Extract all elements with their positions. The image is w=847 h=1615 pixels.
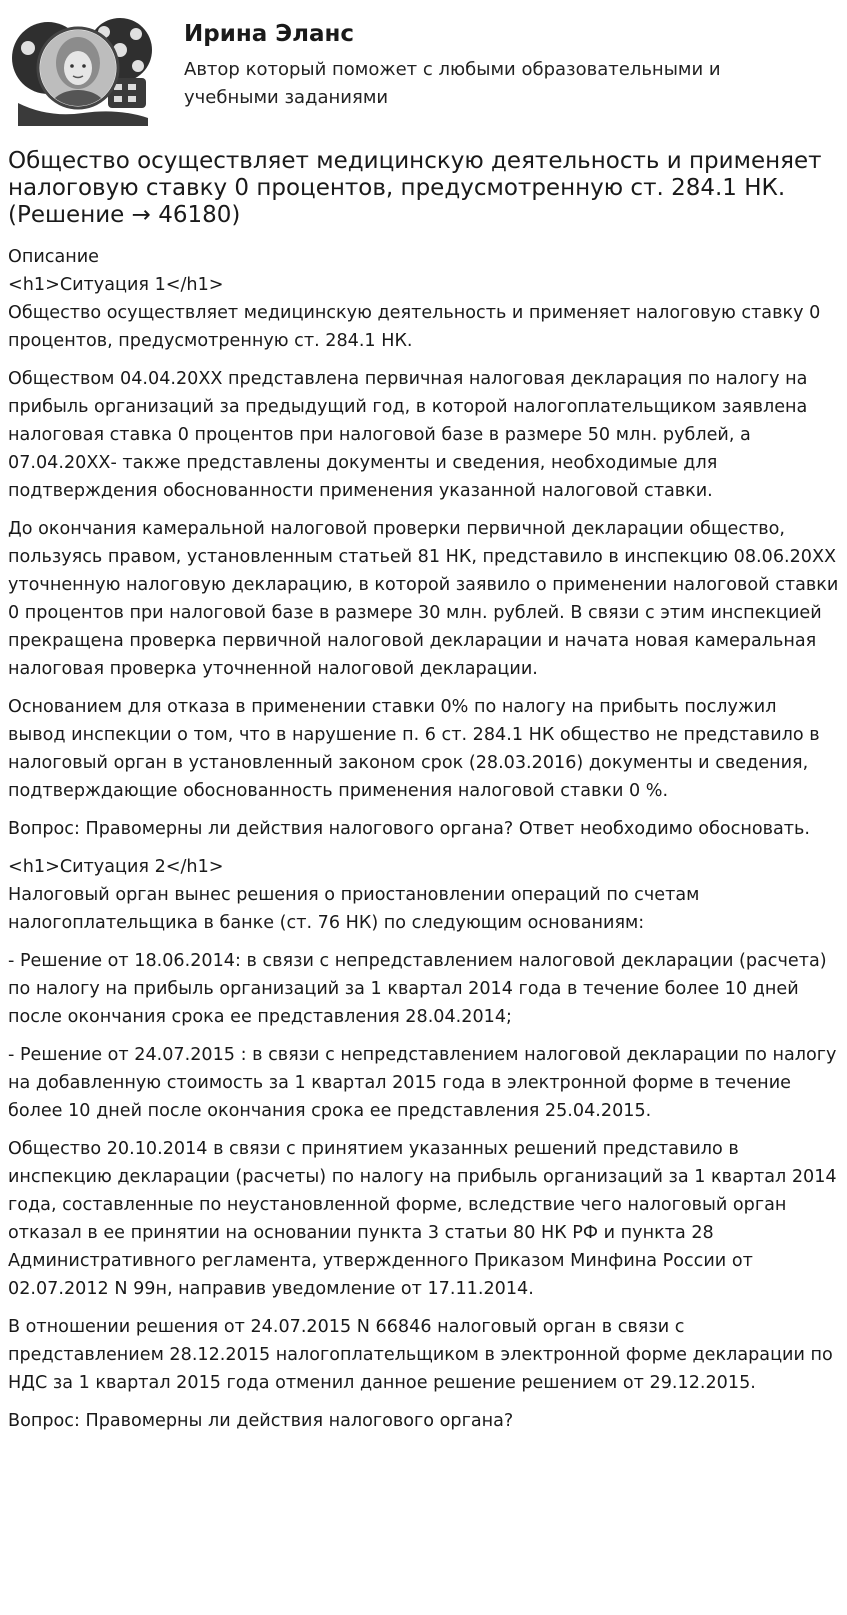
author-card [8, 8, 839, 128]
situation-2-paragraph: - Решение от 24.07.2015 : в связи с непредставлением налоговой декларации по налогу на добавленную стоимость за 1 квартал 2015 года в электронной форме в течение более 10 дней после окончания срока ее представления 25.04.2015. [8, 1045, 837, 1121]
situation-2-question: Вопрос: Правомерны ли действия налогового органа? [8, 1411, 514, 1431]
author-name: Ирина Эланс [184, 21, 355, 47]
page-title: Общество осуществляет медицинскую деятельность и применяет налоговую ставку 0 процентов, предусмотренную ст. 284.1 НК. (Решение → 46180) [8, 148, 822, 228]
situation-2-paragraph: Налоговый орган вынес решения о приостановлении операций по счетам налогоплательщика в банке (ст. 76 НК) по следующим основаниям: [8, 885, 700, 933]
author-description: Автор который поможет с любыми образовательными и учебными заданиями [184, 59, 721, 108]
situation-1-paragraph: Обществом 04.04.20ХХ представлена первичная налоговая декларация по налогу на прибыль организаций за предыдущий год, в которой налогоплательщиком заявлена налоговая ставка 0 процентов при налоговой базе в размере 50 млн. рублей, а 07.04.20ХХ- также представлены документы и сведения, необходимые для подтверждения обоснованности применения указанной налоговой ставки. [8, 369, 808, 501]
situation-2-paragraph: В отношении решения от 24.07.2015 N 66846 налоговый орган в связи с представлением 28.12.2015 налогоплательщиком в электронной форме декларации по НДС за 1 квартал 2015 года отменил данное решение решением от 29.12.2015. [8, 1317, 833, 1393]
situation-1-question: Вопрос: Правомерны ли действия налогового органа? Ответ необходимо обосновать. [8, 819, 810, 839]
situation-1-paragraph: Общество осуществляет медицинскую деятельность и применяет налоговую ставку 0 процентов, предусмотренную ст. 284.1 НК. [8, 303, 821, 351]
situation-1-heading: <h1>Ситуация 1</h1> [8, 275, 224, 295]
situation-1-paragraph: Основанием для отказа в применении ставки 0% по налогу на прибыть послужил вывод инспекции о том, что в нарушение п. 6 ст. 284.1 НК общество не представило в налоговый орган в установленный законом срок (28.03.2016) документы и сведения, подтверждающие обоснованность применения налоговой ставки 0 %. [8, 697, 820, 801]
author-avatar [8, 8, 158, 126]
situation-1-paragraph: До окончания камеральной налоговой проверки первичной декларации общество, пользуясь правом, установленным статьей 81 НК, представило в инспекцию 08.06.20ХХ уточненную налоговую декларацию, в которой заявило о применении налоговой ставки 0 процентов при налоговой базе в размере 30 млн. рублей. В связи с этим инспекцией прекращена проверка первичной налоговой декларации и начата новая камеральная налоговая проверка уточненной налоговой декларации. [8, 519, 839, 679]
situation-2-heading: <h1>Ситуация 2</h1> [8, 857, 224, 877]
situation-2-paragraph: Общество 20.10.2014 в связи с принятием указанных решений представило в инспекцию декларации (расчеты) по налогу на прибыль организаций за 1 квартал 2014 года, составленные по неустановленной форме, вследствие чего налоговый орган отказал в ее принятии на основании пункта 3 статьи 80 НК РФ и пункта 28 Административного регламента, утвержденного Приказом Минфина России от 02.07.2012 N 99н, направив уведомление от 17.11.2014. [8, 1139, 837, 1299]
task-content [8, 243, 839, 1445]
description-label: Описание [8, 247, 100, 267]
situation-2-paragraph: - Решение от 18.06.2014: в связи с непредставлением налоговой декларации (расчета) по налогу на прибыль организаций за 1 квартал 2014 года в течение более 10 дней после окончания срока ее представления 28.04.2014; [8, 951, 827, 1027]
